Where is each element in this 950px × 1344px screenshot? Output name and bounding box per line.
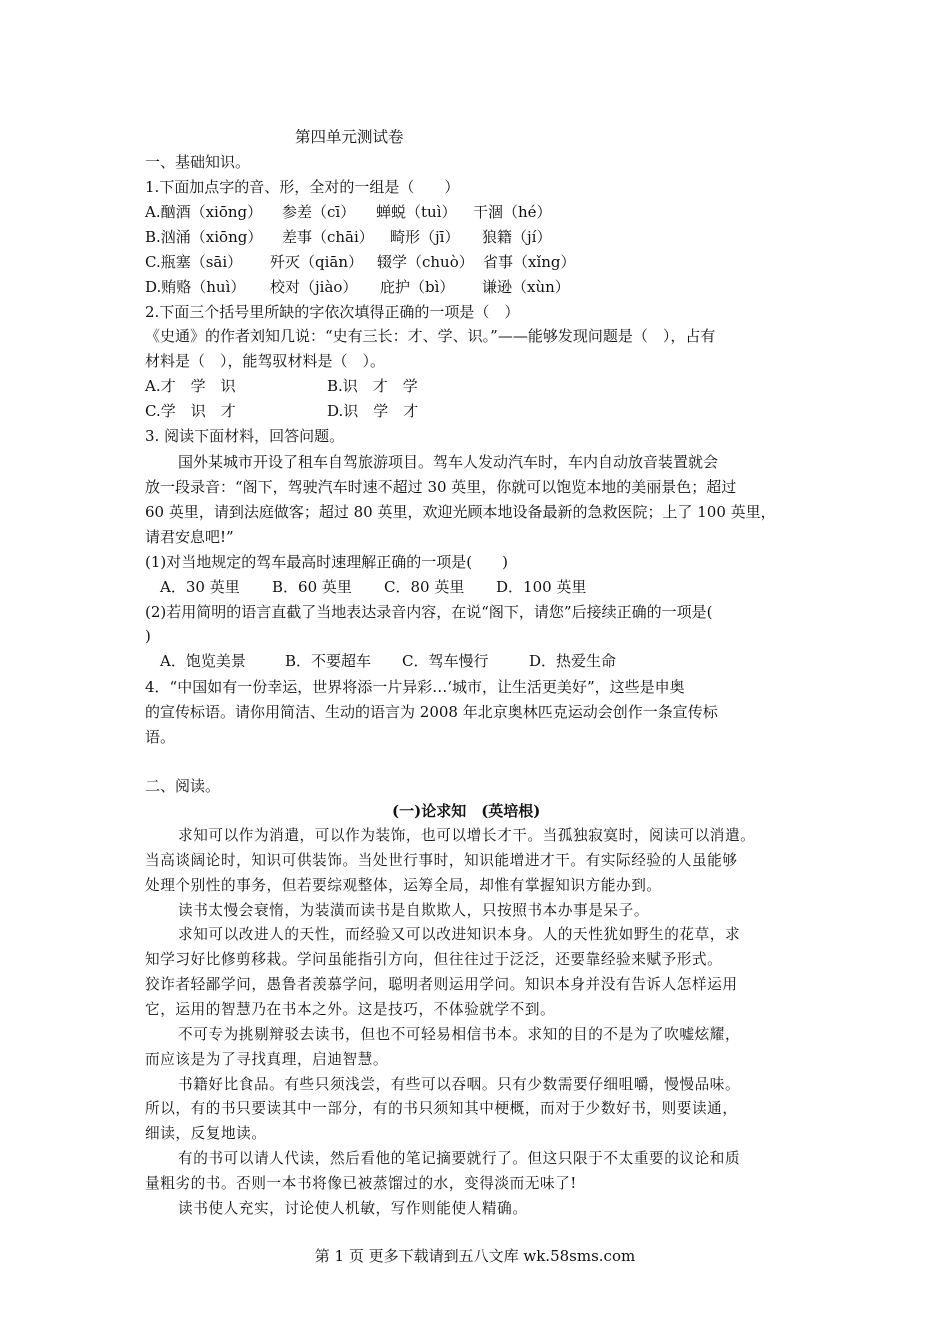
q2-option-a: A.才 学 识 [145,377,236,395]
section2-heading: 二、阅读。 [145,777,221,795]
essay-line: 当高谈阔论时，知识可供装饰。当处世行事时，知识能增进才干。有实际经验的人虽能够 [145,852,738,869]
page-footer: 第 1 页 更多下载请到五八文库 wk.58sms.com [314,1247,636,1265]
q1-c-4: 省事（xǐng） [483,253,576,271]
q1-option-b [145,225,810,249]
q1-stem: 1.下面加点字的音、形，全对的一组是（ ） [145,178,460,196]
q3-sub1-option-d: D．100 英里 [496,578,587,596]
essay-line: 狡诈者轻鄙学问，愚鲁者羡慕学问，聪明者则运用学问。知识本身并没有告诉人怎样运用 [145,976,738,993]
q1-option-d [145,275,810,299]
essay-line: 书籍好比食品。有些只须浅尝，有些可以吞咽。只有少数需要仔细咀嚼，慢慢品味。 [178,1076,741,1093]
q3-sub2-option-c: C．驾车慢行 [402,652,489,670]
q1-b-3: 畸形（jī） [390,228,460,246]
q3-material-line: 请君安息吧!” [145,528,234,546]
q2-stem: 2.下面三个括号里所缺的字依次填得正确的一项是（ ） [145,303,520,321]
essay-line: 读书使人充实，讨论使人机敏，写作则能使人精确。 [178,1200,528,1217]
page-title: 第四单元测试卷 [295,128,404,146]
essay-line: 处理个别性的事务，但若要综观整体，运筹全局，却惟有掌握知识方能办到。 [145,877,662,894]
q4-line: 4．“中国如有一份幸运，世界将添一片异彩…‘城市，让生活更美好”，这些是申奥 [145,678,685,696]
essay-line: 它，运用的智慧乃在书本之外。这是技巧，不体验就学不到。 [145,1001,556,1018]
q3-sub2-option-d: D．热爱生命 [529,652,617,670]
q2-options-ab [145,374,810,398]
q1-d-4: 谦逊（xùn） [482,278,570,296]
q1-a-3: 蝉蜕（tuì） [376,203,457,221]
q2-option-d: D.识 学 才 [327,402,419,420]
q2-text-line2: 材料是（ ），能驾驭材料是（ ）。 [145,352,386,370]
q1-a-1: A.酗酒（xiōng） [145,203,263,221]
q3-sub2-options [160,649,825,673]
essay-line: 量粗劣的书。否则一本书将像已被蒸馏过的水，变得淡而无味了! [145,1175,577,1192]
section1-heading: 一、基础知识。 [145,153,251,171]
q1-b-4: 狼籍（jí） [482,228,552,246]
essay-line: 读书太慢会衰惰，为装潢而读书是自欺欺人，只按照书本办事是呆子。 [178,902,650,919]
q1-a-4: 干涸（hé） [473,203,552,221]
q1-d-3: 庇护（bì） [380,278,455,296]
q1-c-3: 辍学（chuò） [377,253,474,271]
q3-sub2-stem-cont: ) [145,627,151,645]
q1-c-2: 歼灭（qiān） [270,253,364,271]
q3-stem: 3. 阅读下面材料，回答问题。 [145,427,345,445]
q3-sub2-option-b: B．不要超车 [285,652,372,670]
essay-line: 有的书可以请人代读，然后看他的笔记摘要就行了。但这只限于不太重要的议论和质 [178,1150,741,1167]
q2-option-b: B.识 才 学 [327,377,418,395]
q3-material-line: 60 英里，请到法庭做客；超过 80 英里，欢迎光顾本地设备最新的急救医院；上了 100 英里， [145,503,776,521]
essay-line: 求知可以改进人的天性，而经验又可以改进知识本身。人的天性犹如野生的花草，求 [178,926,741,943]
q3-sub2-stem: (2)若用简明的语言直截了当地表达录音内容，在说“阁下，请您”后接续正确的一项是( [145,603,713,621]
q3-material-line: 放一段录音：“阁下，驾驶汽车时速不超过 30 英里，你就可以饱览本地的美丽景色；超过 [145,478,737,496]
q1-a-2: 参差（cī） [282,203,356,221]
q1-option-c [145,250,810,274]
q3-sub2-option-a: A．饱览美景 [160,652,246,670]
q2-text-line1: 《史通》的作者刘知几说：“史有三长：才、学、识。”——能够发现问题是（ ），占有 [145,327,716,345]
q3-sub1-option-b: B．60 英里 [272,578,352,596]
q3-material-line: 国外某城市开设了租车自驾旅游项目。驾车人发动汽车时，车内自动放音装置就会 [178,453,719,471]
q4-line: 语。 [145,728,176,746]
q1-option-a [145,200,810,224]
q1-d-1: D.贿赂（huì） [145,278,246,296]
q1-c-1: C.瓶塞（sāi） [145,253,243,271]
essay-line: 知学习好比修剪移栽。学问虽能指引方向，但往往过于泛泛，还要靠经验来赋予形式。 [145,951,723,968]
q1-b-1: B.汹涌（xiōng） [145,228,263,246]
q1-b-2: 差事（chāi） [282,228,374,246]
q1-d-2: 校对（jiào） [270,278,358,296]
q3-sub1-option-c: C．80 英里 [384,578,465,596]
q4-line: 的宣传标语。请你用简洁、生动的语言为 2008 年北京奥林匹克运动会创作一条宣传标 [145,703,718,721]
q3-sub1-option-a: A．30 英里 [160,578,240,596]
essay-line: 所以，有的书只要读其中一部分，有的书只须知其中梗概，而对于少数好书，则要读通， [145,1100,738,1117]
q2-options-cd [145,399,810,423]
essay-line: 细读，反复地读。 [145,1125,267,1142]
essay-title: (一)论求知 (英培根) [392,802,541,820]
essay-line: 不可专为挑剔辩驳去读书，但也不可轻易相信书本。求知的目的不是为了吹嘘炫耀， [178,1026,741,1043]
essay-line: 求知可以作为消遣，可以作为装饰，也可以增长才干。当孤独寂寞时，阅读可以消遣。 [178,827,756,844]
q3-sub1-stem: (1)对当地规定的驾车最高时速理解正确的一项是( ) [145,553,508,571]
q3-sub1-options [160,575,825,599]
q2-option-c: C.学 识 才 [145,402,236,420]
essay-line: 而应该是为了寻找真理，启迪智慧。 [145,1051,389,1068]
